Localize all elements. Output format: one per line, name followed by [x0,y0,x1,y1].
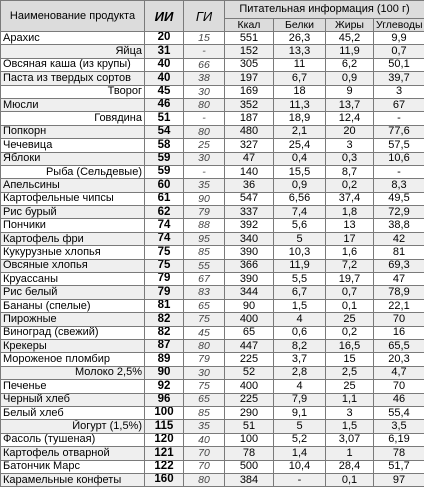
cell-kcal: 500 [225,460,274,473]
cell-protein: 1,5 [274,299,326,312]
cell-protein: 4 [274,380,326,393]
cell-insulin-index: 74 [145,219,184,232]
cell-product-name: Черный хлеб [1,393,145,406]
cell-fat: 0,2 [326,179,374,192]
cell-glycemic-index: 80 [184,125,225,138]
cell-kcal: 51 [225,420,274,433]
cell-carbs: 38,8 [374,219,424,232]
table-row [1,460,424,473]
cell-carbs: 51,7 [374,460,424,473]
cell-kcal: 390 [225,246,274,259]
cell-product-name: Арахис [1,32,145,45]
cell-fat: 0,3 [326,152,374,165]
header-protein: Белки [274,19,326,32]
cell-kcal: 290 [225,406,274,419]
table-row [1,259,424,272]
cell-protein: 5 [274,420,326,433]
cell-insulin-index: 46 [145,98,184,111]
cell-product-name: Картофель отварной [1,447,145,460]
table-row [1,72,424,85]
cell-kcal: 47 [225,152,274,165]
cell-kcal: 384 [225,473,274,486]
table-row [1,206,424,219]
cell-carbs: 69,3 [374,259,424,272]
cell-fat: 11,9 [326,45,374,58]
cell-product-name: Крекеры [1,339,145,352]
cell-kcal: 344 [225,286,274,299]
cell-product-name: Круассаны [1,273,145,286]
cell-insulin-index: 75 [145,246,184,259]
cell-carbs: 50,1 [374,58,424,71]
cell-carbs: - [374,165,424,178]
cell-kcal: 327 [225,139,274,152]
cell-protein: 6,7 [274,286,326,299]
table-row [1,380,424,393]
cell-kcal: 78 [225,447,274,460]
cell-carbs: 57,5 [374,139,424,152]
cell-protein: 5,2 [274,433,326,446]
cell-protein: 2,1 [274,125,326,138]
cell-glycemic-index: 30 [184,366,225,379]
cell-glycemic-index: 15 [184,32,225,45]
header-fat: Жиры [326,19,374,32]
cell-product-name: Творог [1,85,145,98]
cell-carbs: 65,5 [374,339,424,352]
cell-carbs: 81 [374,246,424,259]
cell-fat: 3,07 [326,433,374,446]
cell-glycemic-index: 80 [184,339,225,352]
cell-insulin-index: 75 [145,259,184,272]
cell-kcal: 352 [225,98,274,111]
cell-kcal: 480 [225,125,274,138]
header-insulin-index: ИИ [145,1,184,32]
cell-carbs: 3,5 [374,420,424,433]
cell-fat: 20 [326,125,374,138]
cell-glycemic-index: 65 [184,299,225,312]
cell-product-name: Кукурузные хлопья [1,246,145,259]
cell-glycemic-index: 35 [184,179,225,192]
cell-insulin-index: 92 [145,380,184,393]
cell-glycemic-index: 70 [184,460,225,473]
cell-carbs: 20,3 [374,353,424,366]
cell-insulin-index: 74 [145,232,184,245]
table-row [1,299,424,312]
cell-product-name: Фасоль (тушеная) [1,433,145,446]
cell-carbs: 4,7 [374,366,424,379]
cell-insulin-index: 61 [145,192,184,205]
cell-product-name: Овсяные хлопья [1,259,145,272]
table-row [1,246,424,259]
cell-product-name: Молоко 2,5% [1,366,145,379]
cell-carbs: 42 [374,232,424,245]
cell-kcal: 36 [225,179,274,192]
cell-kcal: 366 [225,259,274,272]
cell-kcal: 547 [225,192,274,205]
table-row [1,45,424,58]
cell-fat: 6,2 [326,58,374,71]
cell-product-name: Картофель фри [1,232,145,245]
cell-fat: 0,1 [326,473,374,486]
cell-glycemic-index: 83 [184,286,225,299]
header-product-name: Наименование продукта [1,1,145,32]
cell-fat: 45,2 [326,32,374,45]
cell-product-name: Чечевица [1,139,145,152]
cell-insulin-index: 60 [145,179,184,192]
cell-insulin-index: 121 [145,447,184,460]
cell-fat: 25 [326,313,374,326]
cell-protein: 7,9 [274,393,326,406]
cell-fat: 12,4 [326,112,374,125]
cell-fat: 37,4 [326,192,374,205]
table-row [1,152,424,165]
cell-product-name: Рис белый [1,286,145,299]
cell-product-name: Йогурт (1,5%) [1,420,145,433]
cell-protein: 15,5 [274,165,326,178]
cell-product-name: Печенье [1,380,145,393]
cell-protein: 11,3 [274,98,326,111]
cell-protein: 6,7 [274,72,326,85]
table-row [1,125,424,138]
table-row [1,406,424,419]
cell-glycemic-index: - [184,112,225,125]
cell-insulin-index: 58 [145,139,184,152]
cell-protein: 6,56 [274,192,326,205]
cell-fat: 2,5 [326,366,374,379]
cell-fat: 1 [326,447,374,460]
cell-glycemic-index: 79 [184,353,225,366]
cell-glycemic-index: 40 [184,433,225,446]
cell-insulin-index: 79 [145,273,184,286]
cell-kcal: 65 [225,326,274,339]
cell-glycemic-index: 88 [184,219,225,232]
cell-carbs: 70 [374,313,424,326]
cell-carbs: 39,7 [374,72,424,85]
cell-glycemic-index: 35 [184,420,225,433]
cell-kcal: 400 [225,380,274,393]
cell-glycemic-index: 25 [184,139,225,152]
cell-glycemic-index: - [184,45,225,58]
table-row [1,192,424,205]
cell-insulin-index: 115 [145,420,184,433]
cell-fat: 1,8 [326,206,374,219]
cell-glycemic-index: 70 [184,447,225,460]
cell-product-name: Бананы (спелые) [1,299,145,312]
table-row [1,313,424,326]
cell-protein: - [274,473,326,486]
cell-carbs: - [374,112,424,125]
cell-protein: 0,4 [274,152,326,165]
cell-insulin-index: 90 [145,366,184,379]
cell-fat: 9 [326,85,374,98]
cell-carbs: 47 [374,273,424,286]
cell-glycemic-index: 79 [184,206,225,219]
cell-kcal: 340 [225,232,274,245]
cell-protein: 26,3 [274,32,326,45]
cell-fat: 16,5 [326,339,374,352]
cell-protein: 0,6 [274,326,326,339]
cell-protein: 3,7 [274,353,326,366]
cell-kcal: 225 [225,353,274,366]
table-row [1,447,424,460]
cell-fat: 17 [326,232,374,245]
cell-product-name: Пирожные [1,313,145,326]
table-row [1,32,424,45]
table-row [1,165,424,178]
cell-carbs: 9,9 [374,32,424,45]
table-row [1,273,424,286]
cell-protein: 11 [274,58,326,71]
cell-insulin-index: 82 [145,313,184,326]
table-row [1,58,424,71]
cell-insulin-index: 81 [145,299,184,312]
cell-glycemic-index: 67 [184,273,225,286]
cell-insulin-index: 40 [145,58,184,71]
cell-insulin-index: 79 [145,286,184,299]
cell-fat: 15 [326,353,374,366]
cell-fat: 13,7 [326,98,374,111]
cell-insulin-index: 54 [145,125,184,138]
cell-glycemic-index: 80 [184,98,225,111]
cell-glycemic-index: 38 [184,72,225,85]
cell-glycemic-index: 85 [184,406,225,419]
cell-insulin-index: 20 [145,32,184,45]
cell-glycemic-index: 66 [184,58,225,71]
table-row [1,326,424,339]
cell-kcal: 551 [225,32,274,45]
table-row [1,179,424,192]
table-row [1,339,424,352]
cell-kcal: 197 [225,72,274,85]
cell-protein: 13,3 [274,45,326,58]
cell-carbs: 46 [374,393,424,406]
cell-kcal: 390 [225,273,274,286]
table-row [1,219,424,232]
cell-product-name: Пончики [1,219,145,232]
table-row [1,420,424,433]
cell-kcal: 392 [225,219,274,232]
cell-glycemic-index: 85 [184,246,225,259]
cell-product-name: Апельсины [1,179,145,192]
cell-insulin-index: 96 [145,393,184,406]
table-row [1,112,424,125]
cell-glycemic-index: 55 [184,259,225,272]
cell-glycemic-index: 45 [184,326,225,339]
cell-carbs: 78,9 [374,286,424,299]
cell-protein: 10,3 [274,246,326,259]
cell-kcal: 447 [225,339,274,352]
cell-glycemic-index: 90 [184,192,225,205]
cell-product-name: Яйца [1,45,145,58]
cell-fat: 3 [326,406,374,419]
cell-kcal: 152 [225,45,274,58]
cell-protein: 5 [274,232,326,245]
cell-glycemic-index: 30 [184,85,225,98]
table-row [1,353,424,366]
cell-product-name: Виноград (свежий) [1,326,145,339]
table-row [1,286,424,299]
cell-glycemic-index: 95 [184,232,225,245]
cell-insulin-index: 31 [145,45,184,58]
cell-product-name: Говядина [1,112,145,125]
cell-fat: 19,7 [326,273,374,286]
cell-fat: 0,7 [326,286,374,299]
table-row [1,139,424,152]
header-glycemic-index: ГИ [184,1,225,32]
cell-glycemic-index: 80 [184,473,225,486]
cell-carbs: 10,6 [374,152,424,165]
cell-fat: 28,4 [326,460,374,473]
cell-kcal: 52 [225,366,274,379]
header-carbs: Углеводы [374,19,424,32]
cell-insulin-index: 82 [145,326,184,339]
cell-fat: 25 [326,380,374,393]
cell-fat: 3 [326,139,374,152]
cell-protein: 5,6 [274,219,326,232]
cell-product-name: Овсяная каша (из крупы) [1,58,145,71]
cell-fat: 1,5 [326,420,374,433]
cell-product-name: Батончик Марс [1,460,145,473]
cell-product-name: Белый хлеб [1,406,145,419]
cell-protein: 25,4 [274,139,326,152]
cell-carbs: 6,19 [374,433,424,446]
cell-fat: 7,2 [326,259,374,272]
header-nutrition-info: Питательная информация (100 г) [225,1,424,19]
cell-kcal: 187 [225,112,274,125]
cell-fat: 1,1 [326,393,374,406]
cell-insulin-index: 51 [145,112,184,125]
cell-insulin-index: 89 [145,353,184,366]
cell-protein: 10,4 [274,460,326,473]
cell-insulin-index: 40 [145,72,184,85]
cell-kcal: 140 [225,165,274,178]
cell-carbs: 49,5 [374,192,424,205]
cell-carbs: 97 [374,473,424,486]
cell-product-name: Паста из твердых сортов [1,72,145,85]
table-row [1,366,424,379]
cell-kcal: 305 [225,58,274,71]
cell-carbs: 78 [374,447,424,460]
cell-fat: 8,7 [326,165,374,178]
cell-glycemic-index: 65 [184,393,225,406]
cell-fat: 13 [326,219,374,232]
table-row [1,85,424,98]
cell-protein: 0,9 [274,179,326,192]
cell-carbs: 22,1 [374,299,424,312]
cell-kcal: 225 [225,393,274,406]
cell-kcal: 90 [225,299,274,312]
cell-product-name: Мороженое пломбир [1,353,145,366]
cell-product-name: Яблоки [1,152,145,165]
cell-protein: 8,2 [274,339,326,352]
cell-insulin-index: 62 [145,206,184,219]
cell-kcal: 337 [225,206,274,219]
cell-carbs: 77,6 [374,125,424,138]
table-row [1,98,424,111]
cell-carbs: 3 [374,85,424,98]
cell-kcal: 100 [225,433,274,446]
cell-protein: 18 [274,85,326,98]
cell-carbs: 8,3 [374,179,424,192]
cell-protein: 9,1 [274,406,326,419]
cell-glycemic-index: 75 [184,380,225,393]
cell-protein: 5,5 [274,273,326,286]
cell-carbs: 67 [374,98,424,111]
cell-carbs: 16 [374,326,424,339]
cell-kcal: 400 [225,313,274,326]
cell-protein: 7,4 [274,206,326,219]
cell-insulin-index: 122 [145,460,184,473]
cell-glycemic-index: - [184,165,225,178]
table-row [1,473,424,486]
cell-protein: 11,9 [274,259,326,272]
cell-product-name: Мюсли [1,98,145,111]
cell-insulin-index: 59 [145,165,184,178]
cell-fat: 0,1 [326,299,374,312]
cell-product-name: Карамельные конфеты [1,473,145,486]
cell-carbs: 70 [374,380,424,393]
cell-insulin-index: 87 [145,339,184,352]
table-row [1,232,424,245]
table-row [1,433,424,446]
cell-product-name: Попкорн [1,125,145,138]
table-body [1,32,424,487]
table-row [1,393,424,406]
cell-product-name: Рыба (Сельдевые) [1,165,145,178]
cell-glycemic-index: 30 [184,152,225,165]
cell-fat: 0,9 [326,72,374,85]
cell-carbs: 72,9 [374,206,424,219]
cell-protein: 18,9 [274,112,326,125]
cell-insulin-index: 59 [145,152,184,165]
cell-insulin-index: 120 [145,433,184,446]
cell-product-name: Картофельные чипсы [1,192,145,205]
cell-protein: 2,8 [274,366,326,379]
cell-insulin-index: 100 [145,406,184,419]
cell-carbs: 55,4 [374,406,424,419]
cell-kcal: 169 [225,85,274,98]
cell-insulin-index: 45 [145,85,184,98]
cell-product-name: Рис бурый [1,206,145,219]
cell-insulin-index: 160 [145,473,184,486]
cell-protein: 1,4 [274,447,326,460]
cell-fat: 1,6 [326,246,374,259]
cell-protein: 4 [274,313,326,326]
cell-carbs: 0,7 [374,45,424,58]
header-kcal: Ккал [225,19,274,32]
cell-fat: 0,2 [326,326,374,339]
cell-glycemic-index: 75 [184,313,225,326]
